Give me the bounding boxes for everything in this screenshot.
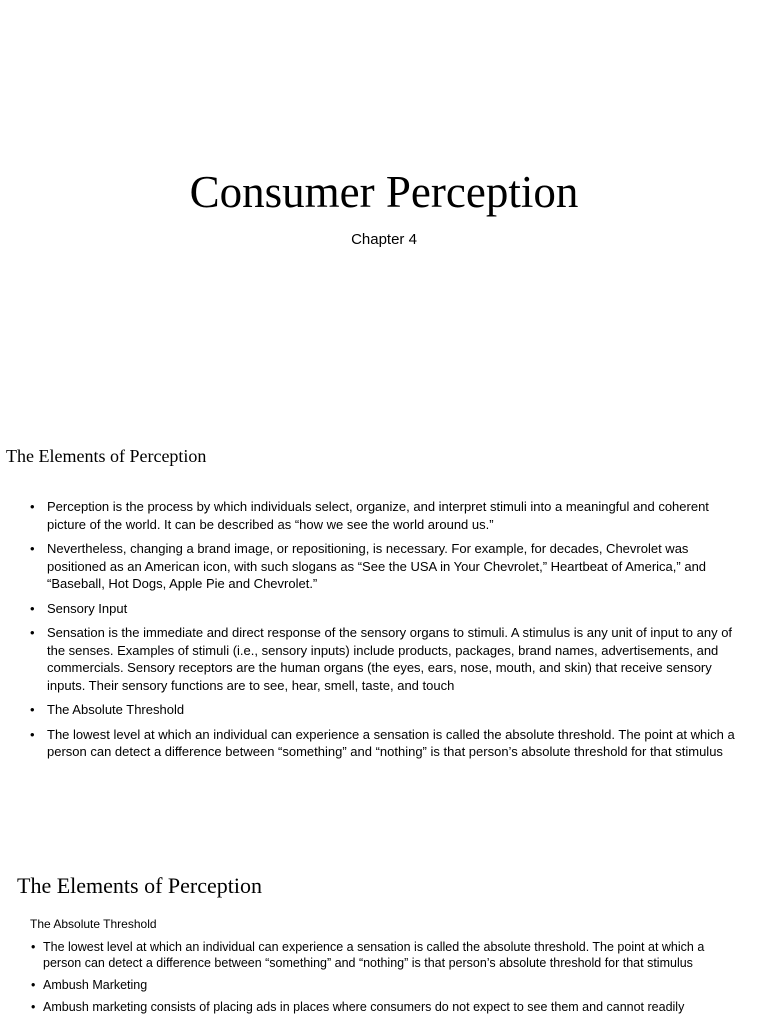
content-slide-elements-of-perception-continued <box>0 850 768 1024</box>
bullet-item: • Sensory Input <box>30 600 742 618</box>
bullet-list <box>30 498 742 768</box>
bullet-item: • The lowest level at which an individual can experience a sensation is called the absolute threshold. The point at which a person can detect a difference between “something” and “nothing” is that person’s absolute threshold for that stimulus <box>30 726 742 761</box>
content-slide-elements-of-perception <box>0 430 768 850</box>
bullet-item: • Sensation is the immediate and direct response of the sensory organs to stimuli. A stimulus is any unit of input to any of the senses. Examples of stimuli (i.e., sensory inputs) include products, packages, brand names, advertisements, and commercials. Sensory receptors are the human organs (the eyes, ears, nose, mouth, and skin) that receive sensory inputs. Their sensory functions are to see, hear, smell, taste, and touch <box>30 624 742 694</box>
slide-heading: The Elements of Perception <box>17 873 262 898</box>
bullet-item: • Ambush marketing consists of placing ads in places where consumers do not expect to see them and cannot readily <box>31 999 733 1015</box>
bullet-item: • Perception is the process by which individuals select, organize, and interpret stimuli into a meaningful and coherent picture of the world. It can be described as “how we see the world around us.” <box>30 498 742 533</box>
title-slide <box>0 0 768 430</box>
slide-subtitle: Chapter 4 <box>351 231 417 248</box>
bullet-item: • The Absolute Threshold <box>30 701 742 719</box>
bullet-item: • The lowest level at which an individual can experience a sensation is called the absolute threshold. The point at which a person can detect a difference between “something” and “nothing” is that person’s absolute threshold for that stimulus <box>31 939 733 971</box>
slide-subheading: The Absolute Threshold <box>30 917 157 931</box>
bullet-list <box>31 939 733 1021</box>
slide-title: Consumer Perception <box>189 167 579 217</box>
bullet-item: • Nevertheless, changing a brand image, or repositioning, is necessary. For example, for decades, Chevrolet was positioned as an American icon, with such slogans as “See the USA in Your Chevrolet,” Heartbeat of America,” and “Baseball, Hot Dogs, Apple Pie and Chevrolet.” <box>30 540 742 593</box>
slide-heading: The Elements of Perception <box>6 446 207 466</box>
bullet-item: • Ambush Marketing <box>31 977 733 993</box>
